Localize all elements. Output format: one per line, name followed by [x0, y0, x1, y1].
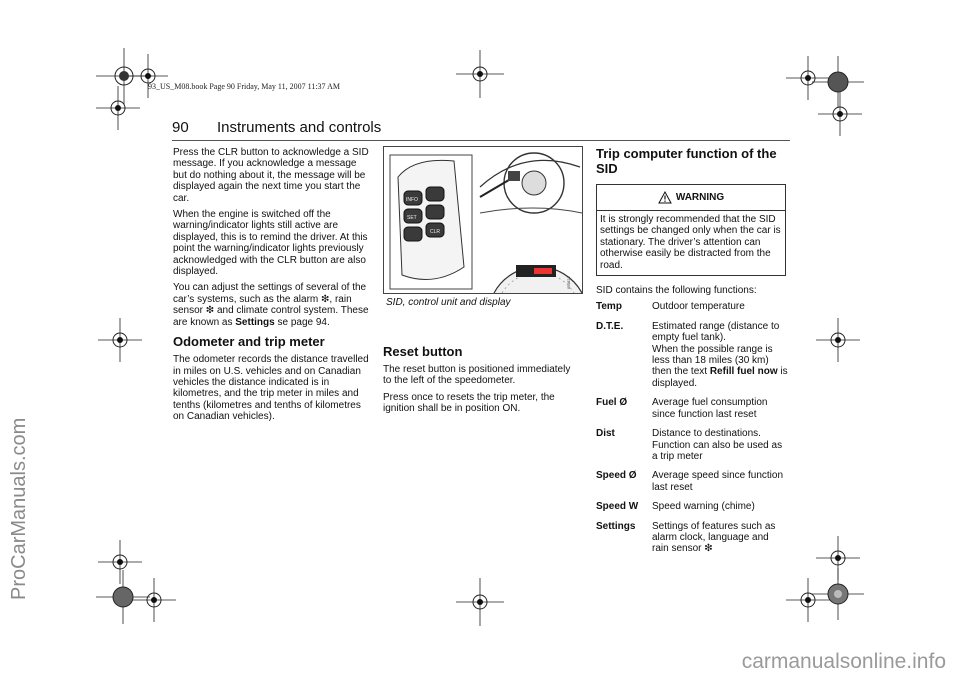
- right-column: [596, 146, 788, 563]
- registration-crosshair-icon: [132, 578, 176, 622]
- option-asterisk-icon: ❇: [704, 543, 713, 555]
- page-number: 90: [172, 119, 189, 136]
- clr-button-label: CLR: [430, 229, 441, 235]
- registration-crosshair-icon: [810, 566, 866, 622]
- paragraph-reset-location: The reset button is positioned immediately to the left of the speedometer.: [383, 364, 571, 387]
- function-value: Settings of features such as alarm clock, language and rain sensor ❇: [652, 520, 776, 555]
- table-row: [596, 321, 788, 397]
- page-header: [172, 119, 790, 141]
- bottom-watermark: carmanualsonline.info: [741, 650, 946, 673]
- function-value: Speed warning (chime): [652, 501, 755, 513]
- paragraph-odometer: The odometer records the distance travelled in miles on U.S. vehicles and on Canadian vehicles the distance indicated is in kilometres, and the trip meter in miles and tenths (kilometres and tenths of kilometres on Canadian vehicles).: [173, 354, 369, 423]
- registration-crosshair-icon: [818, 92, 862, 136]
- paragraph-reset-usage: Press once to resets the trip meter, the ignition shall be in position ON.: [383, 391, 555, 415]
- print-file-info: 93_US_M08.book Page 90 Friday, May 11, 2007 11:37 AM: [148, 82, 340, 91]
- functions-intro: SID contains the following functions:: [596, 285, 757, 297]
- section-title: Instruments and controls: [217, 119, 382, 136]
- registration-crosshair-icon: [816, 318, 860, 362]
- figure-caption: SID, control unit and display: [386, 297, 511, 308]
- warning-title-row: [597, 185, 785, 211]
- table-row: [596, 428, 788, 470]
- function-key: Fuel Ø: [596, 397, 628, 409]
- set-button-label: SET: [407, 215, 417, 221]
- warning-box: [596, 184, 786, 276]
- heading-odometer: Odometer and trip meter: [173, 334, 325, 350]
- option-asterisk-icon: ❇: [321, 293, 330, 305]
- warning-title: WARNING: [675, 191, 725, 203]
- registration-crosshair-icon: [456, 50, 504, 98]
- function-value: Estimated range (distance to empty fuel tank). When the possible range is less than 18 miles (30 km) then the text Refill fuel now is displayed.: [652, 320, 788, 389]
- function-value: Average speed since function last reset: [652, 470, 784, 493]
- heading-trip-computer: Trip computer function of the SID: [596, 146, 777, 176]
- registration-crosshair-icon: [456, 578, 504, 626]
- function-value: Distance to destinations. Function can also be used as a trip meter: [652, 428, 783, 462]
- left-column: [173, 147, 373, 428]
- function-key: D.T.E.: [596, 320, 624, 332]
- paragraph-engine-off: When the engine is switched off the warning/indicator lights still active are displayed, this is to remind the driver. At this point the warning/indicator lights previously acknowledged with the CLR button are also displayed.: [173, 209, 368, 278]
- figure-code: IB4821: [566, 276, 571, 289]
- registration-crosshair-icon: [128, 54, 168, 98]
- function-key: Speed Ø: [596, 470, 637, 482]
- function-key: Settings: [596, 520, 636, 532]
- sid-illustration: [383, 146, 583, 294]
- function-key: Speed W: [596, 501, 639, 513]
- side-watermark: ProCarManuals.com: [8, 417, 30, 600]
- table-row: [596, 301, 788, 320]
- heading-reset-button: Reset button: [383, 344, 463, 359]
- paragraph-settings: You can adjust the settings of several of the car’s systems, such as the alarm ❇, rain sensor ❇ and climate control system. These are known as Settings se page 94.: [173, 282, 369, 328]
- table-row: [596, 521, 788, 563]
- paragraph-clr: Press the CLR button to acknowledge a SID message. If you acknowledge a message but do nothing about it, the message will be displayed again the next time you start the car.: [173, 147, 369, 204]
- info-button-label: INFO: [406, 197, 418, 203]
- middle-column: [383, 338, 581, 420]
- registration-crosshair-icon: [98, 318, 142, 362]
- function-value: Outdoor temperature: [652, 301, 745, 313]
- function-value: Average fuel consumption since function last reset: [652, 397, 768, 420]
- table-row: [596, 397, 788, 428]
- warning-triangle-icon: [658, 191, 672, 204]
- function-key: Temp: [596, 301, 622, 313]
- functions-table: [596, 301, 788, 562]
- warning-text: It is strongly recommended that the SID settings be changed only when the car is stationary. The driver’s attention can otherwise easily be distracted from the road.: [600, 214, 781, 271]
- table-row: [596, 501, 788, 520]
- function-key: Dist: [596, 428, 615, 440]
- table-row: [596, 470, 788, 501]
- sid-drawing: [384, 147, 583, 294]
- option-asterisk-icon: ❇: [205, 305, 215, 317]
